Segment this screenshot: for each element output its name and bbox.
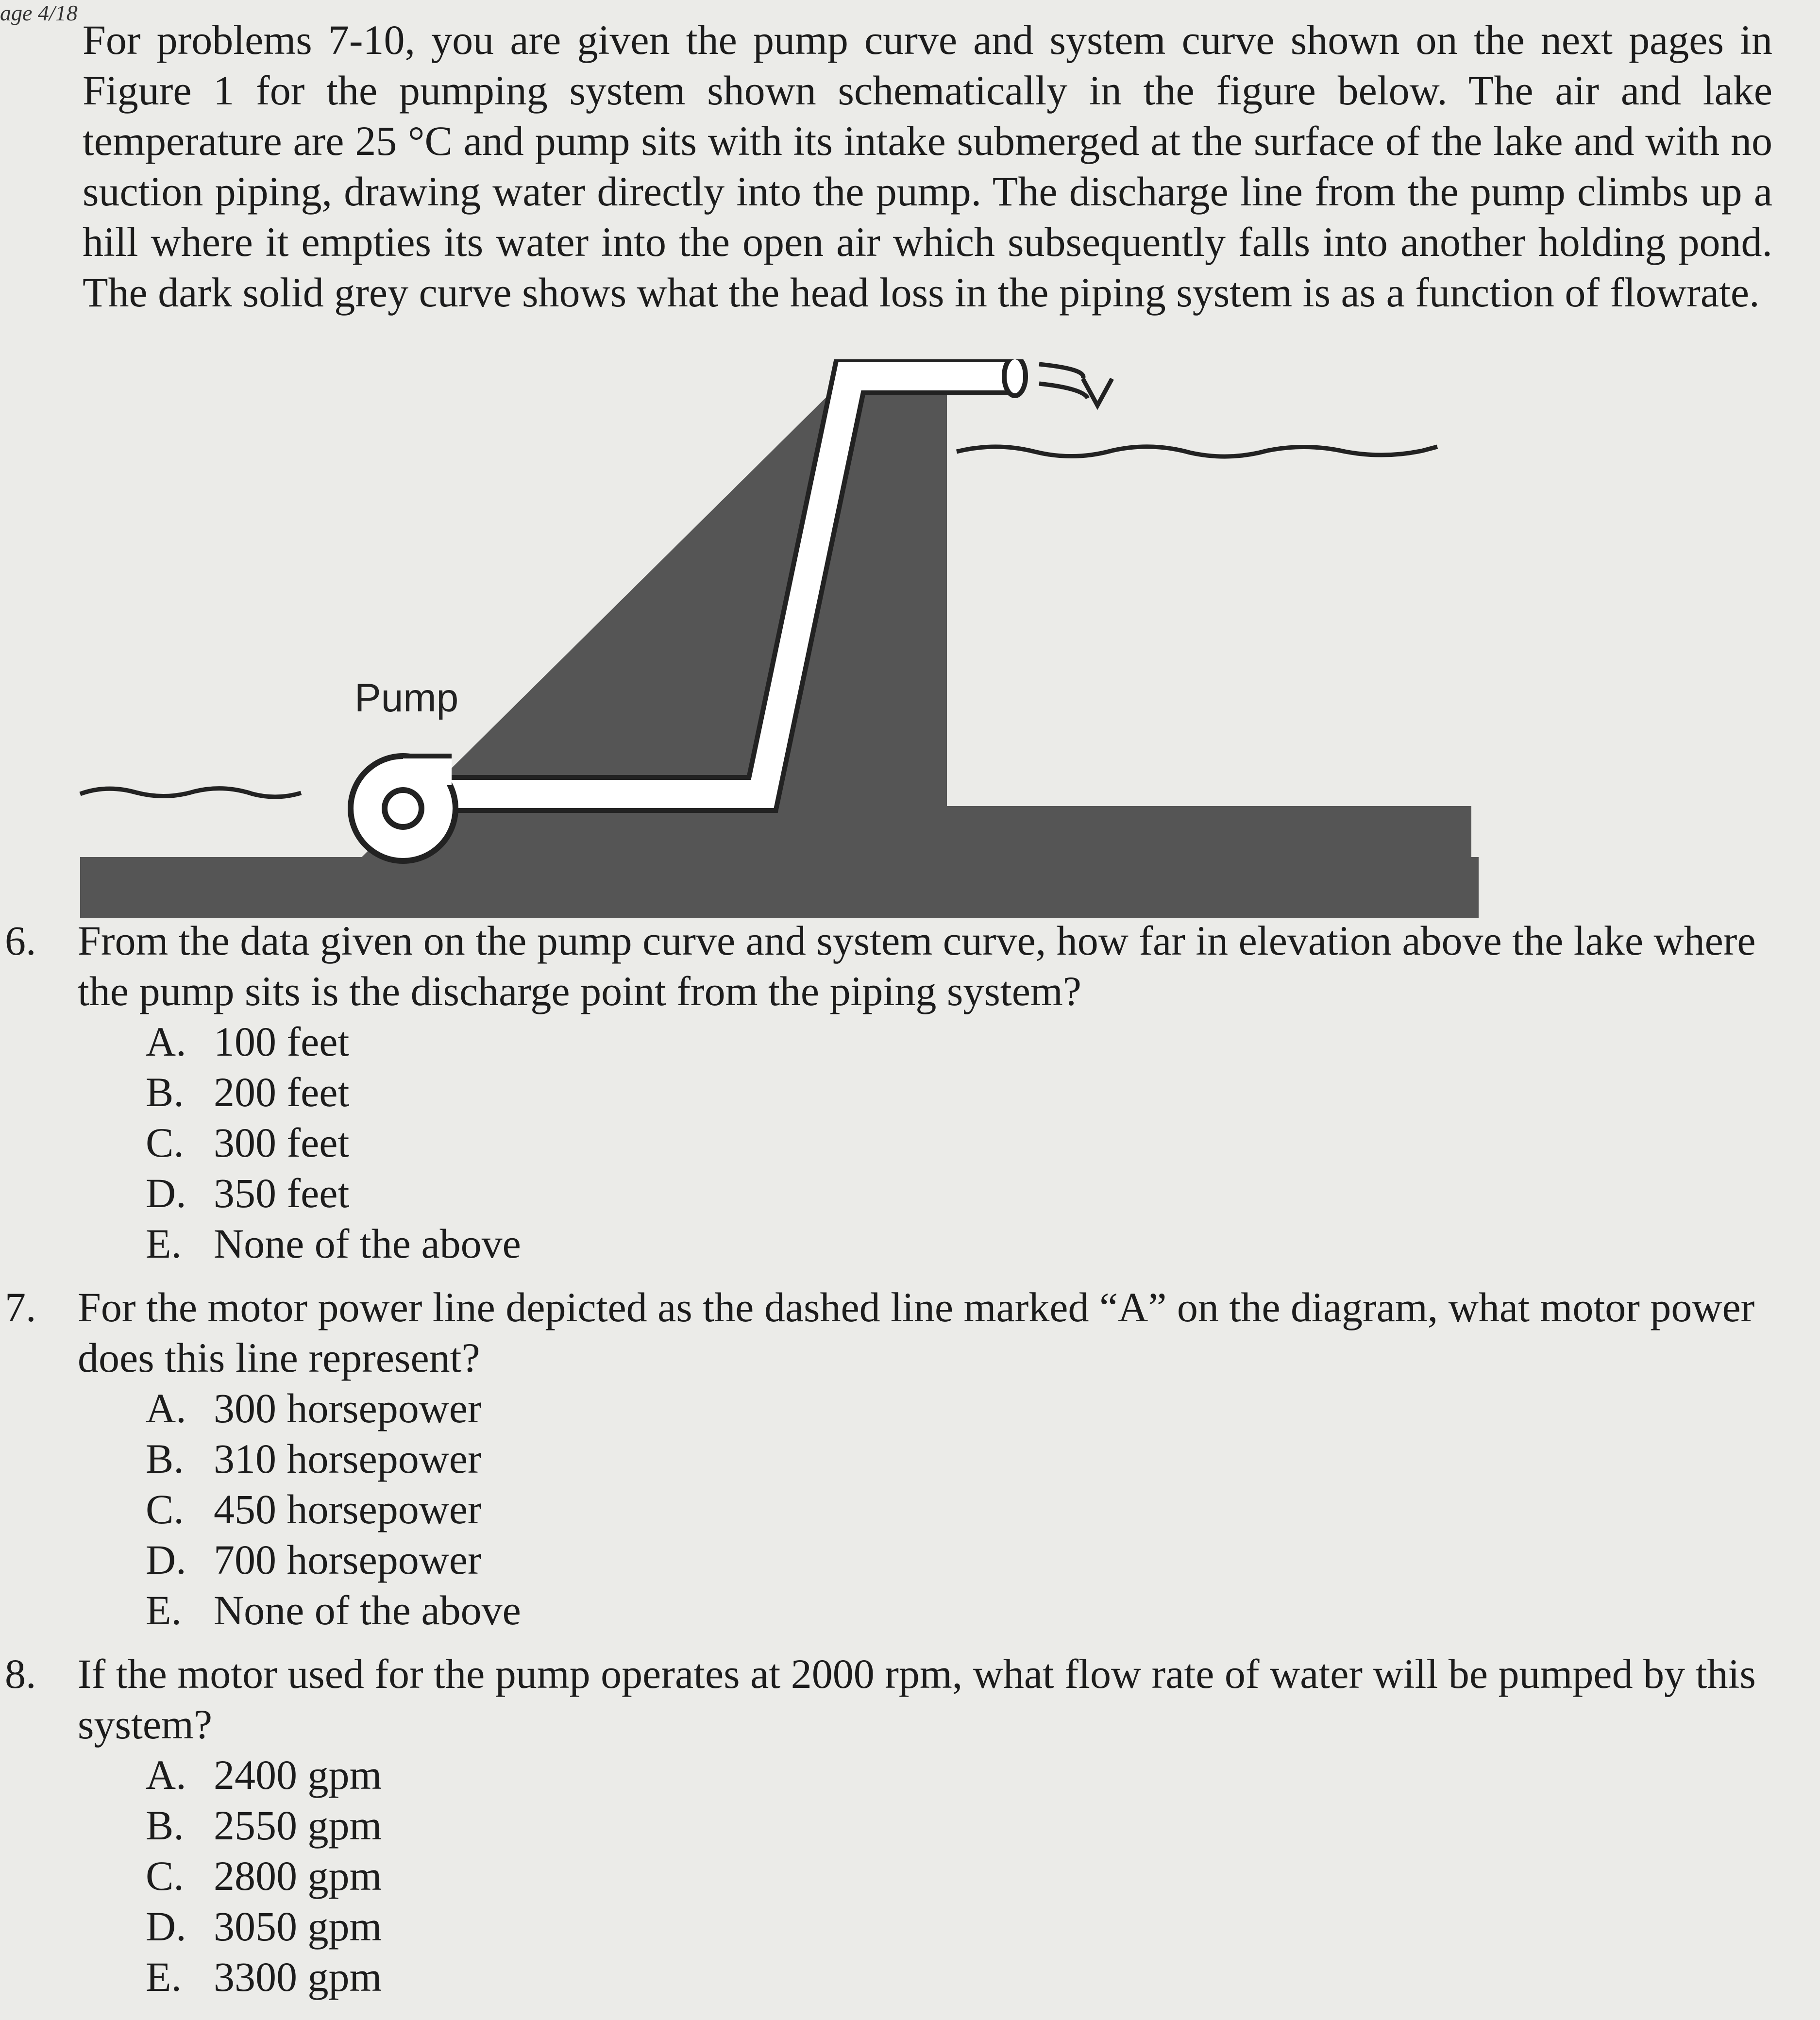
answer-choices <box>5 1750 1772 2002</box>
choice-letter: A. <box>146 1751 186 1798</box>
choice-text: 200 feet <box>214 1069 350 1115</box>
choice-letter: C. <box>146 1852 184 1899</box>
choice-b[interactable] <box>146 1433 1772 1484</box>
choice-letter: D. <box>146 1903 186 1950</box>
choice-letter: E. <box>146 1587 182 1633</box>
choice-d[interactable] <box>146 1168 1772 1218</box>
choice-text: 300 horsepower <box>214 1385 482 1431</box>
choice-text: 3300 gpm <box>214 1953 382 2000</box>
pump-impeller <box>385 790 421 827</box>
choice-b[interactable] <box>146 1067 1772 1117</box>
choice-text: 350 feet <box>214 1170 350 1216</box>
choice-letter: E. <box>146 1953 182 2000</box>
choice-e[interactable] <box>146 1952 1772 2002</box>
choice-letter: B. <box>146 1069 184 1115</box>
question-number: 6. <box>5 917 36 964</box>
choice-text: 2400 gpm <box>214 1751 382 1798</box>
choice-d[interactable] <box>146 1534 1772 1585</box>
choice-letter: C. <box>146 1119 184 1166</box>
choice-b[interactable] <box>146 1800 1772 1851</box>
question-6 <box>5 915 1772 1269</box>
choice-letter: D. <box>146 1170 186 1216</box>
choice-letter: C. <box>146 1486 184 1532</box>
problem-intro: For problems 7-10, you are given the pump curve and system curve shown on the next pages in Figure 1 for the pumping system shown schematically in the figure below. The air and lake temperature are 25 °C and pump sits with its intake submerged at the surface of the lake and with no suction piping, drawing water directly into the pump. The discharge line from the pump climbs up a hill where it empties its water into the open air which subsequently falls into another holding pond. The dark solid grey curve shows what the head loss in the piping system is as a function of flowrate. <box>83 17 1772 316</box>
choice-d[interactable] <box>146 1901 1772 1952</box>
choice-a[interactable] <box>146 1383 1772 1433</box>
question-number: 7. <box>5 1284 36 1330</box>
page-number: age 4/18 <box>0 0 78 25</box>
choice-letter: D. <box>146 1536 186 1583</box>
pump-outlet-neck <box>403 756 452 785</box>
choice-c[interactable] <box>146 1851 1772 1901</box>
question-text: For the motor power line depicted as the dashed line marked “A” on the diagram, what motor power does this line represent? <box>78 1284 1755 1381</box>
falling-water-arrow <box>1039 364 1112 405</box>
choice-text: 100 feet <box>214 1018 350 1065</box>
choice-e[interactable] <box>146 1218 1772 1269</box>
pump-label: Pump <box>354 676 459 720</box>
choice-text: 310 horsepower <box>214 1435 482 1482</box>
choice-text: None of the above <box>214 1220 521 1267</box>
choice-text: 2800 gpm <box>214 1852 382 1899</box>
answer-choices <box>5 1016 1772 1269</box>
question-7 <box>5 1282 1772 1635</box>
choice-text: 700 horsepower <box>214 1536 482 1583</box>
question-number: 8. <box>5 1650 36 1697</box>
ground-base <box>80 857 1479 918</box>
choice-c[interactable] <box>146 1484 1772 1534</box>
choice-e[interactable] <box>146 1585 1772 1635</box>
choice-a[interactable] <box>146 1750 1772 1800</box>
choice-text: 3050 gpm <box>214 1903 382 1950</box>
choice-text: None of the above <box>214 1587 521 1633</box>
choice-c[interactable] <box>146 1117 1772 1168</box>
upper-pond-water-line <box>957 447 1437 456</box>
question-text: If the motor used for the pump operates at 2000 rpm, what flow rate of water will be pumped by this system? <box>78 1650 1756 1748</box>
choice-text: 300 feet <box>214 1119 350 1166</box>
choice-letter: A. <box>146 1385 186 1431</box>
pump-system-figure <box>73 359 1481 918</box>
choice-text: 450 horsepower <box>214 1486 482 1532</box>
choice-text: 2550 gpm <box>214 1802 382 1849</box>
choice-a[interactable] <box>146 1016 1772 1067</box>
schematic-svg <box>73 359 1481 918</box>
choice-letter: A. <box>146 1018 186 1065</box>
lake-water-line <box>80 789 301 797</box>
question-8 <box>5 1649 1772 2002</box>
question-text: From the data given on the pump curve and system curve, how far in elevation above the lake where the pump sits is the discharge point from the piping system? <box>78 917 1756 1014</box>
choice-letter: E. <box>146 1220 182 1267</box>
answer-choices <box>5 1383 1772 1635</box>
choice-letter: B. <box>146 1435 184 1482</box>
choice-letter: B. <box>146 1802 184 1849</box>
pipe-outlet <box>1004 359 1026 396</box>
